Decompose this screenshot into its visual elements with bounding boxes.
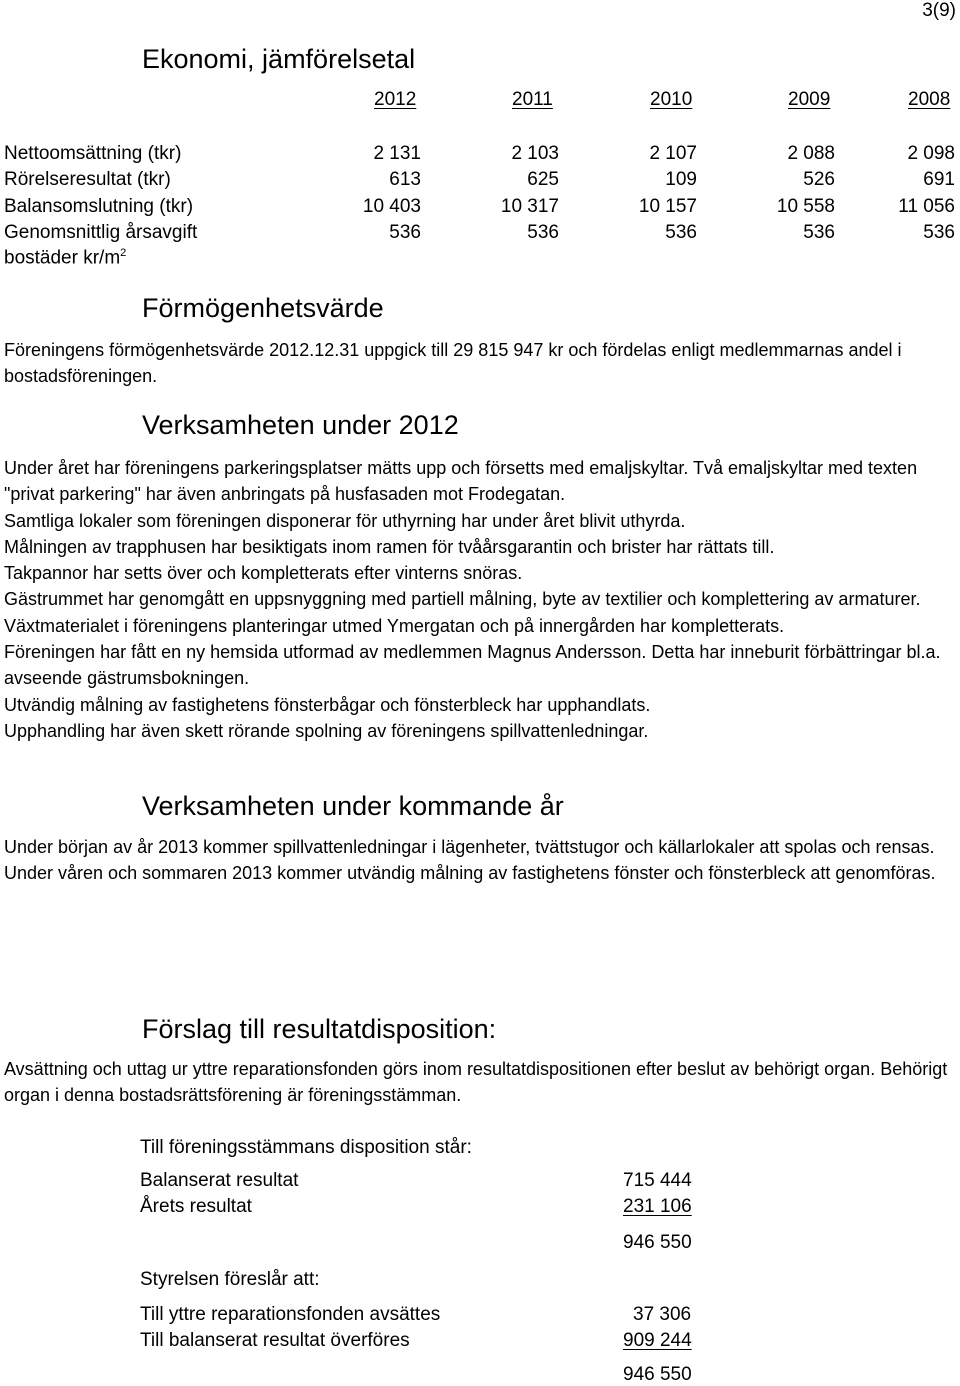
row-value: 2 107 [649, 143, 697, 164]
section-title-formogenhet: Förmögenhetsvärde [142, 293, 384, 323]
unit-text: bostäder kr/m [4, 247, 121, 269]
paragraph: Föreningen har fått en ny hemsida utformad av medlemmen Magnus Andersson. Detta har inneburit förbättringar bl.a. avseende gästrumsbokningen. [4, 642, 941, 689]
row-label: Nettoomsättning (tkr) [4, 143, 182, 164]
paragraph: Föreningens förmögenhetsvärde 2012.12.31 uppgick till 29 815 947 kr och fördelas enligt medlemmarnas andel i bostadsföreningen. [4, 340, 902, 387]
row-value: 2 131 [373, 143, 421, 164]
section-title-verksamhet-2012: Verksamheten under 2012 [142, 410, 459, 440]
section-title-forslag: Förslag till resultatdisposition: [142, 1014, 497, 1044]
year-header: 2009 [788, 89, 831, 110]
disposition-heading: Till föreningsstämmans disposition står: [140, 1137, 472, 1158]
row-value: 2 098 [907, 143, 955, 164]
year-header: 2012 [374, 89, 417, 110]
balanserat-value: 715 444 [623, 1170, 692, 1191]
row-value: 10 157 [638, 196, 697, 217]
row-value: 109 [665, 169, 697, 190]
row-value: 536 [803, 222, 835, 243]
sum-value: 946 550 [623, 1232, 692, 1253]
row-value: 2 103 [511, 143, 559, 164]
arets-value: 231 106 [623, 1196, 692, 1217]
row-value: 526 [803, 169, 835, 190]
row-label-continuation [4, 247, 126, 269]
fond-label: Till yttre reparationsfonden avsättes [140, 1304, 441, 1325]
overfores-label: Till balanserat resultat överföres [140, 1330, 410, 1351]
paragraph: Utvändig målning av fastighetens fönsterbågar och fönsterbleck har upphandlats. [4, 694, 651, 715]
paragraph: Samtliga lokaler som föreningen disponerar för uthyrning har under året blivit uthyrda. [4, 510, 686, 531]
styrelsen-label: Styrelsen föreslår att: [140, 1269, 320, 1290]
paragraph: Målningen av trapphusen har besiktigats inom ramen för tvåårsgarantin och brister har rättats till. [4, 536, 775, 557]
paragraph: Gästrummet har genomgått en uppsnyggning med partiell målning, byte av textilier och komplettering av armaturer. [4, 589, 921, 610]
paragraph: Avsättning och uttag ur yttre reparationsfonden görs inom resultatdispositionen efter beslut av behörigt organ. Behörigt organ i denna bostadsrättsförening är föreningsstämman. [4, 1059, 948, 1106]
paragraph: Takpannor har setts över och kompletterats efter vinterns snöras. [4, 563, 523, 584]
row-value: 10 403 [362, 196, 421, 217]
section-title-verksamhet-kommande: Verksamheten under kommande år [142, 791, 564, 821]
row-value: 2 088 [787, 143, 835, 164]
forslag-text [4, 1056, 959, 1109]
row-value: 536 [389, 222, 421, 243]
row-value: 10 558 [776, 196, 835, 217]
row-value: 11 056 [898, 196, 955, 217]
year-header: 2011 [512, 89, 553, 110]
paragraph: Växtmaterialet i föreningens planteringar utmed Ymergatan och på innergården har kompletterats. [4, 615, 785, 636]
verksamhet-kommande-text [4, 834, 959, 887]
row-value: 536 [665, 222, 697, 243]
sum-value: 946 550 [623, 1364, 692, 1385]
page-number: 3(9) [922, 0, 956, 21]
fond-value: 37 306 [633, 1304, 692, 1325]
row-value: 536 [527, 222, 559, 243]
paragraph: Under året har föreningens parkeringsplatser mätts upp och försetts med emaljskyltar. Två emaljskyltar med texten "privat parkering" har även anbringats på husfasaden mot Frodegatan. [4, 458, 918, 505]
paragraph: Under våren och sommaren 2013 kommer utvändig målning av fastighetens fönster och fönsterbleck att genomföras. [4, 863, 936, 884]
row-value: 691 [923, 169, 955, 190]
overfores-value: 909 244 [623, 1330, 692, 1351]
arets-label: Årets resultat [140, 1196, 252, 1217]
paragraph: Upphandling har även skett rörande spolning av föreningens spillvattenledningar. [4, 720, 649, 741]
row-value: 625 [527, 169, 559, 190]
year-header: 2008 [908, 89, 951, 110]
year-header: 2010 [650, 89, 693, 110]
economy-title: Ekonomi, jämförelsetal [142, 44, 416, 74]
balanserat-label: Balanserat resultat [140, 1170, 299, 1191]
row-label: Balansomslutning (tkr) [4, 196, 194, 217]
row-value: 10 317 [500, 196, 559, 217]
row-value: 536 [923, 222, 955, 243]
verksamhet-2012-text [4, 455, 959, 744]
paragraph: Under början av år 2013 kommer spillvattenledningar i lägenheter, tvättstugor och källarlokaler att spolas och rensas. [4, 837, 935, 857]
row-label: Genomsnittlig årsavgift [4, 222, 198, 243]
row-value: 613 [389, 169, 421, 190]
row-label: Rörelseresultat (tkr) [4, 169, 171, 190]
formogenhet-text [4, 337, 959, 390]
unit-superscript: 2 [120, 247, 127, 259]
